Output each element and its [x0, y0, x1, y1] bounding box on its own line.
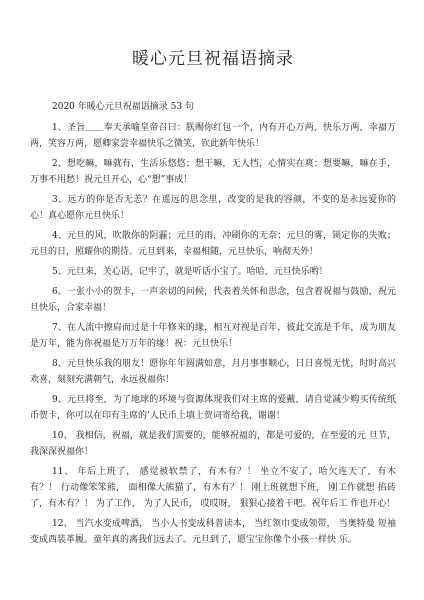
paragraph-5: 5、元旦来，关心语，记牢了，就是听话小宝了。哈哈，元旦快乐哟！: [52, 267, 328, 277]
paragraph-7: 7、在人流中擦肩而过是十年修来的缘，相互对视是百年，彼此交流是千年，成为朋友是万年，能为你祝福是万万年的缘！祝：元旦快乐！: [30, 323, 396, 349]
paragraph-6: 6、一张小小的贺卡，一声亲切的问候，代表着关怀和思念，包含着祝福与鼓励，祝元旦快乐，合家幸福！: [30, 287, 396, 313]
paragraph-2: 2、想吃嘛，嘛就有，生活乐悠悠；想干嘛，无人挡，心情实在爽；想要嘛，嘛在手，万事不用愁！祝元旦开心，心“想”事成！: [30, 159, 396, 185]
paragraph-8: 8、元旦快乐我的朋友！愿你年年圆满如意，月月事事顺心，日日喜悦无忧，时时高兴欢喜，刻刻充满朝气，永远祝福你！: [30, 359, 396, 385]
paragraph-10: 10、 我相信，祝福，就是我们需要的，能够祝福的，都是可爱的，在至爱的元 旦节，我深深祝福你！: [30, 431, 396, 457]
paragraph-12: 12、 当汽水变成啤酒， 当小人书变成科普读本， 当红领巾变成领带， 当奥特曼 短袖变成西装革履。童年真的离我们远去了。元旦到了，愿宝宝你像个小孩一样快 乐。: [30, 519, 396, 545]
paragraph-9: 9、元旦将至，为了地球的环境与资源体现我们对主席的爱戴，请自觉减少购买传统纸币贺卡，你可以在印有主席的’人民币上填上贺词寄给我，谢谢！: [30, 395, 396, 421]
paragraph-1: 1、圣旨＿＿奉天承喻皇帝召曰：朕赐你红包一个，内有开心万两，快乐万两，幸福万两，笑容万两，愿卿家尝幸福快乐之微笑，钦此新年快乐！: [30, 123, 396, 149]
paragraph-11: 11、 年后上班了， 感觉被软禁了，有木有？！ 坐立不安了，哈欠连天了，有木 有？！ 行动像笨笨熊， 面相像大熊猫了，有木有？！ 刚上班就想下班， 刚工作就想 掐砖了，有木有？！ 为了工作， 为了人民币， 哎哎呀， 狠狠心接着干吧。祝年后工 作也开心！: [30, 467, 396, 509]
document-subtitle: 2020 年暖心元旦祝福语摘录 53 句: [52, 102, 194, 112]
paragraph-4: 4、元旦的风，吹散你的阴霾；元旦的雨，冲刷你的无奈；元旦的雾，锁定你的失败；元旦的日，照耀你的期待。元旦到来，幸福相随，元旦快乐，响彻天外！: [30, 231, 396, 257]
document-title: 暖心元旦祝福语摘录: [132, 49, 294, 69]
paragraph-3: 3、远方的你是否无恙？在遥远的思念里，改变的是我的容颜，不变的是永远爱你的心！真心愿你元旦快乐！: [30, 195, 396, 221]
